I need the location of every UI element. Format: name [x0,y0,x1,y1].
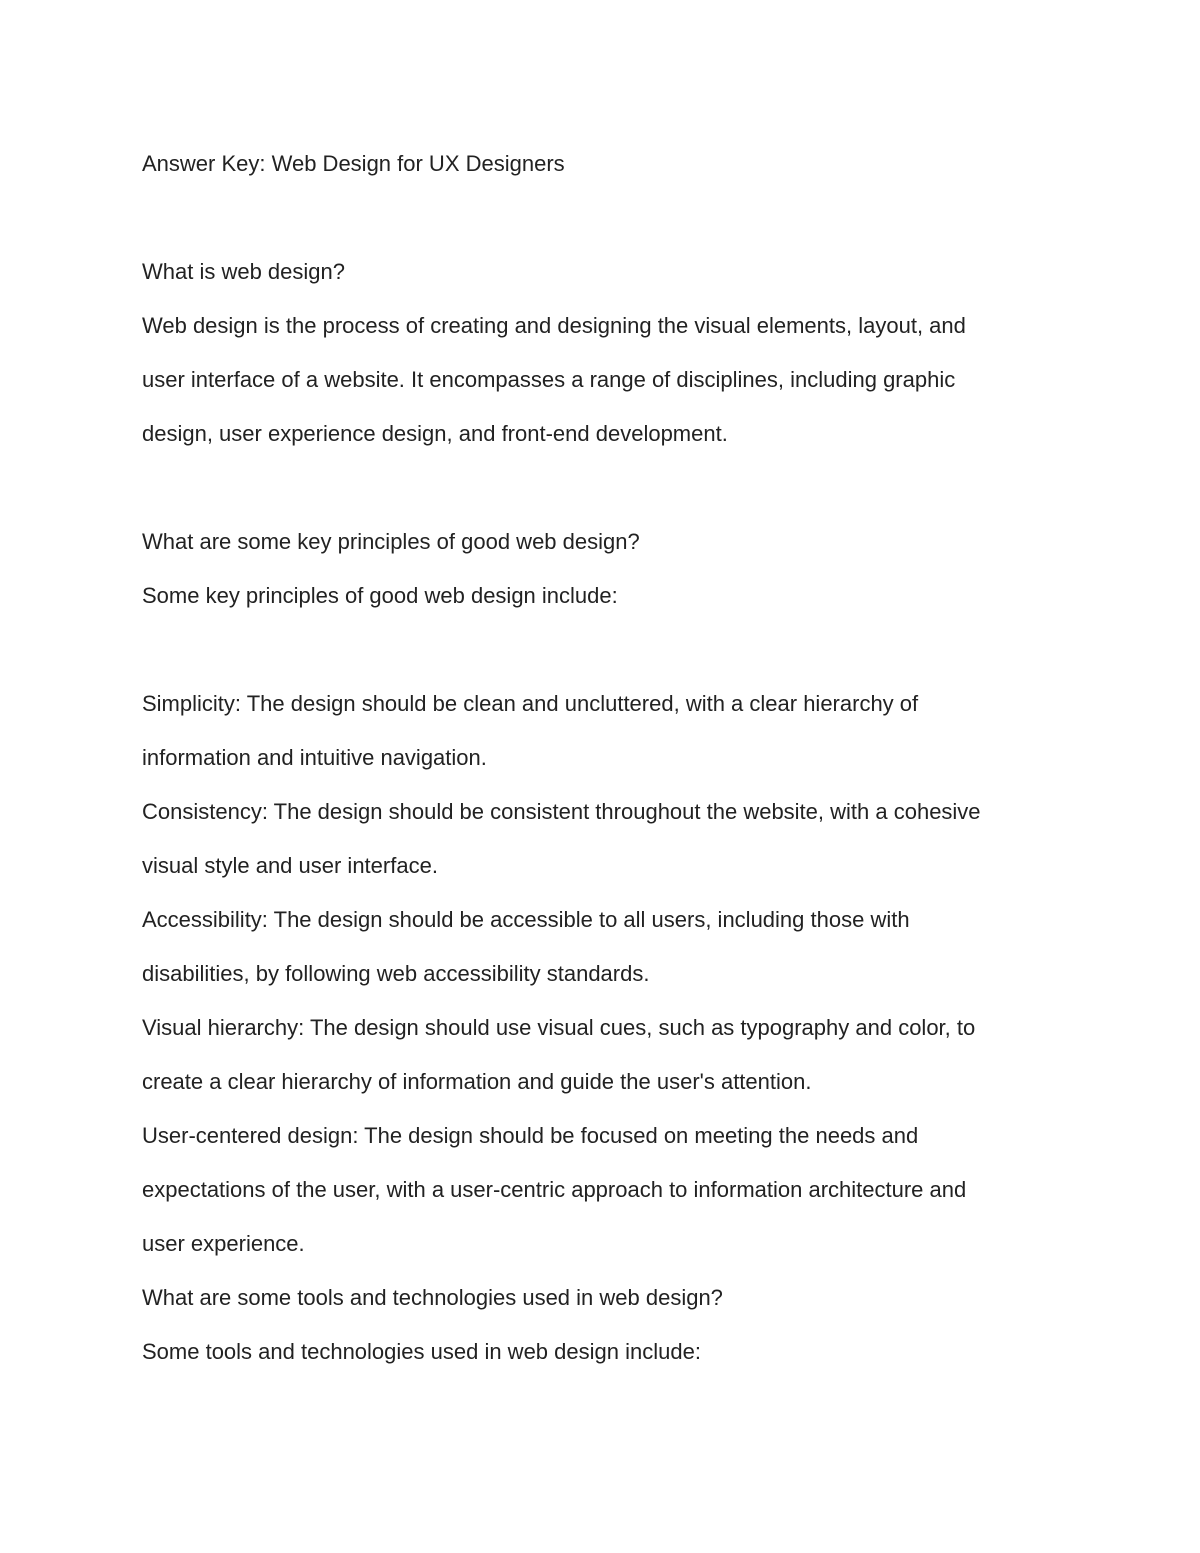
question-tools-technologies: What are some tools and technologies used in web design? [142,1285,723,1310]
principle-visual-hierarchy-cont: create a clear hierarchy of information and guide the user's attention. [142,1069,812,1094]
question-what-is-web-design: What is web design? [142,259,345,284]
principle-user-centered-cont: expectations of the user, with a user-centric approach to information architecture and [142,1177,967,1202]
principle-simplicity: Simplicity: The design should be clean and uncluttered, with a clear hierarchy of [142,691,919,716]
answer-line: Web design is the process of creating and designing the visual elements, layout, and [142,313,966,338]
document-body [142,137,1062,1379]
blank-line [142,461,1062,515]
tools-intro: Some tools and technologies used in web design include: [142,1339,701,1364]
blank-line [142,191,1062,245]
document-title: Answer Key: Web Design for UX Designers [142,151,565,176]
principle-user-centered: User-centered design: The design should be focused on meeting the needs and [142,1123,919,1148]
principle-consistency: Consistency: The design should be consistent throughout the website, with a cohesive [142,799,981,824]
answer-line: design, user experience design, and front-end development. [142,421,728,446]
principle-user-centered-cont: user experience. [142,1231,305,1256]
principle-visual-hierarchy: Visual hierarchy: The design should use visual cues, such as typography and color, to [142,1015,976,1040]
principles-intro: Some key principles of good web design include: [142,583,618,608]
principle-accessibility: Accessibility: The design should be accessible to all users, including those with [142,907,910,932]
answer-line: user interface of a website. It encompasses a range of disciplines, including graphic [142,367,956,392]
principle-simplicity-cont: information and intuitive navigation. [142,745,487,770]
blank-line [142,623,1062,677]
question-key-principles: What are some key principles of good web design? [142,529,640,554]
principle-accessibility-cont: disabilities, by following web accessibility standards. [142,961,650,986]
principle-consistency-cont: visual style and user interface. [142,853,438,878]
